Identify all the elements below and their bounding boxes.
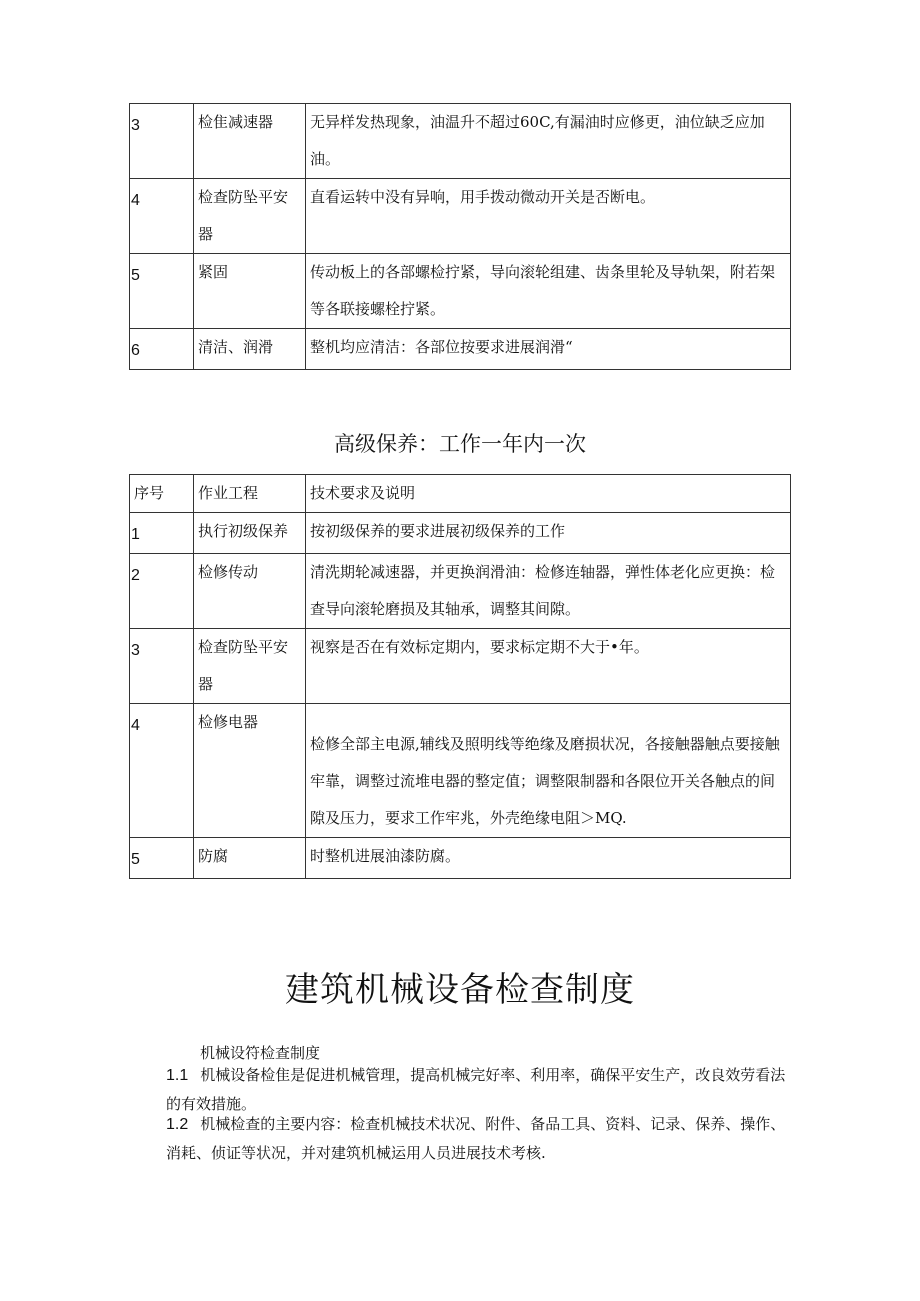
row-description: 视察是否在有效标定期内，要求标定期不大于•年。	[306, 629, 791, 704]
row-description: 检修全部主电源,辅线及照明线等绝缘及磨损状况，各接触器触点要接触牢靠，调整过流堆电器的整定值；调整限制器和各限位开关各触点的间隙及压力，要求工作牢兆，外壳绝缘电阻＞MQ.	[306, 704, 791, 838]
paragraph	[166, 1110, 791, 1167]
table-row	[130, 179, 791, 254]
row-item: 检修电器	[194, 704, 306, 838]
row-number: 4	[130, 179, 194, 254]
row-item: 清洁、润滑	[194, 329, 306, 370]
row-number: 1	[130, 513, 194, 554]
row-description: 整机均应清洁：各部位按要求进展润滑“	[306, 329, 791, 370]
row-number: 2	[130, 554, 194, 629]
table-row	[130, 104, 791, 179]
row-number: 3	[130, 104, 194, 179]
maintenance-table-advanced	[129, 474, 791, 879]
row-item: 检查防坠平安器	[194, 179, 306, 254]
row-number: 3	[130, 629, 194, 704]
row-item: 检隹减速器	[194, 104, 306, 179]
row-number: 4	[130, 704, 194, 838]
row-item: 检查防坠平安器	[194, 629, 306, 704]
table-row	[130, 254, 791, 329]
row-number: 5	[130, 838, 194, 879]
section-heading: 高级保养：工作一年内一次	[334, 432, 586, 456]
row-number: 5	[130, 254, 194, 329]
paragraph-text: 机械设备检隹是促进机械管理，提高机械完好率、利用率，确保平安生产，改良效劳看法的有效措施。	[166, 1066, 786, 1113]
row-description: 传动板上的各部螺检拧紧，导向滚轮组建、齿条里轮及导轨架，附若架等各联接螺栓拧紧。	[306, 254, 791, 329]
header-item: 作业工程	[194, 475, 306, 513]
row-description: 直看运转中没有异响，用手拨动微动开关是否断电。	[306, 179, 791, 254]
paragraph-number: 1.2	[166, 1116, 189, 1133]
table-row	[130, 329, 791, 370]
header-number: 序号	[130, 475, 194, 513]
row-item: 紧固	[194, 254, 306, 329]
header-description: 技术要求及说明	[306, 475, 791, 513]
table-row	[130, 838, 791, 879]
table-row	[130, 629, 791, 704]
row-item: 检修传动	[194, 554, 306, 629]
document-title: 建筑机械设备检查制度	[285, 970, 635, 1010]
row-item: 防腐	[194, 838, 306, 879]
document-subtitle: 机械设符检查制度	[200, 1044, 321, 1062]
row-item: 执行初级保养	[194, 513, 306, 554]
table-row	[130, 704, 791, 838]
maintenance-table-primary	[129, 103, 791, 370]
row-description: 按初级保养的要求进展初级保养的工作	[306, 513, 791, 554]
paragraph-number: 1.1	[166, 1067, 189, 1084]
table-row	[130, 554, 791, 629]
table-header-row	[130, 475, 791, 513]
table-row	[130, 513, 791, 554]
row-description: 无异样发热现象，油温升不超过60C,有漏油时应修更，油位缺乏应加油。	[306, 104, 791, 179]
paragraph-text: 机械检查的主要内容：检查机械技术状况、附件、备品工具、资料、记录、保养、操作、消耗、侦证等状况，并对建筑机械运用人员进展技术考核.	[166, 1115, 786, 1162]
row-description: 时整机进展油漆防腐。	[306, 838, 791, 879]
row-number: 6	[130, 329, 194, 370]
row-description: 清洗期轮减速器，并更换润滑油：检修连轴器，弹性体老化应更换：检查导向滚轮磨损及其轴承，调整其间隙。	[306, 554, 791, 629]
